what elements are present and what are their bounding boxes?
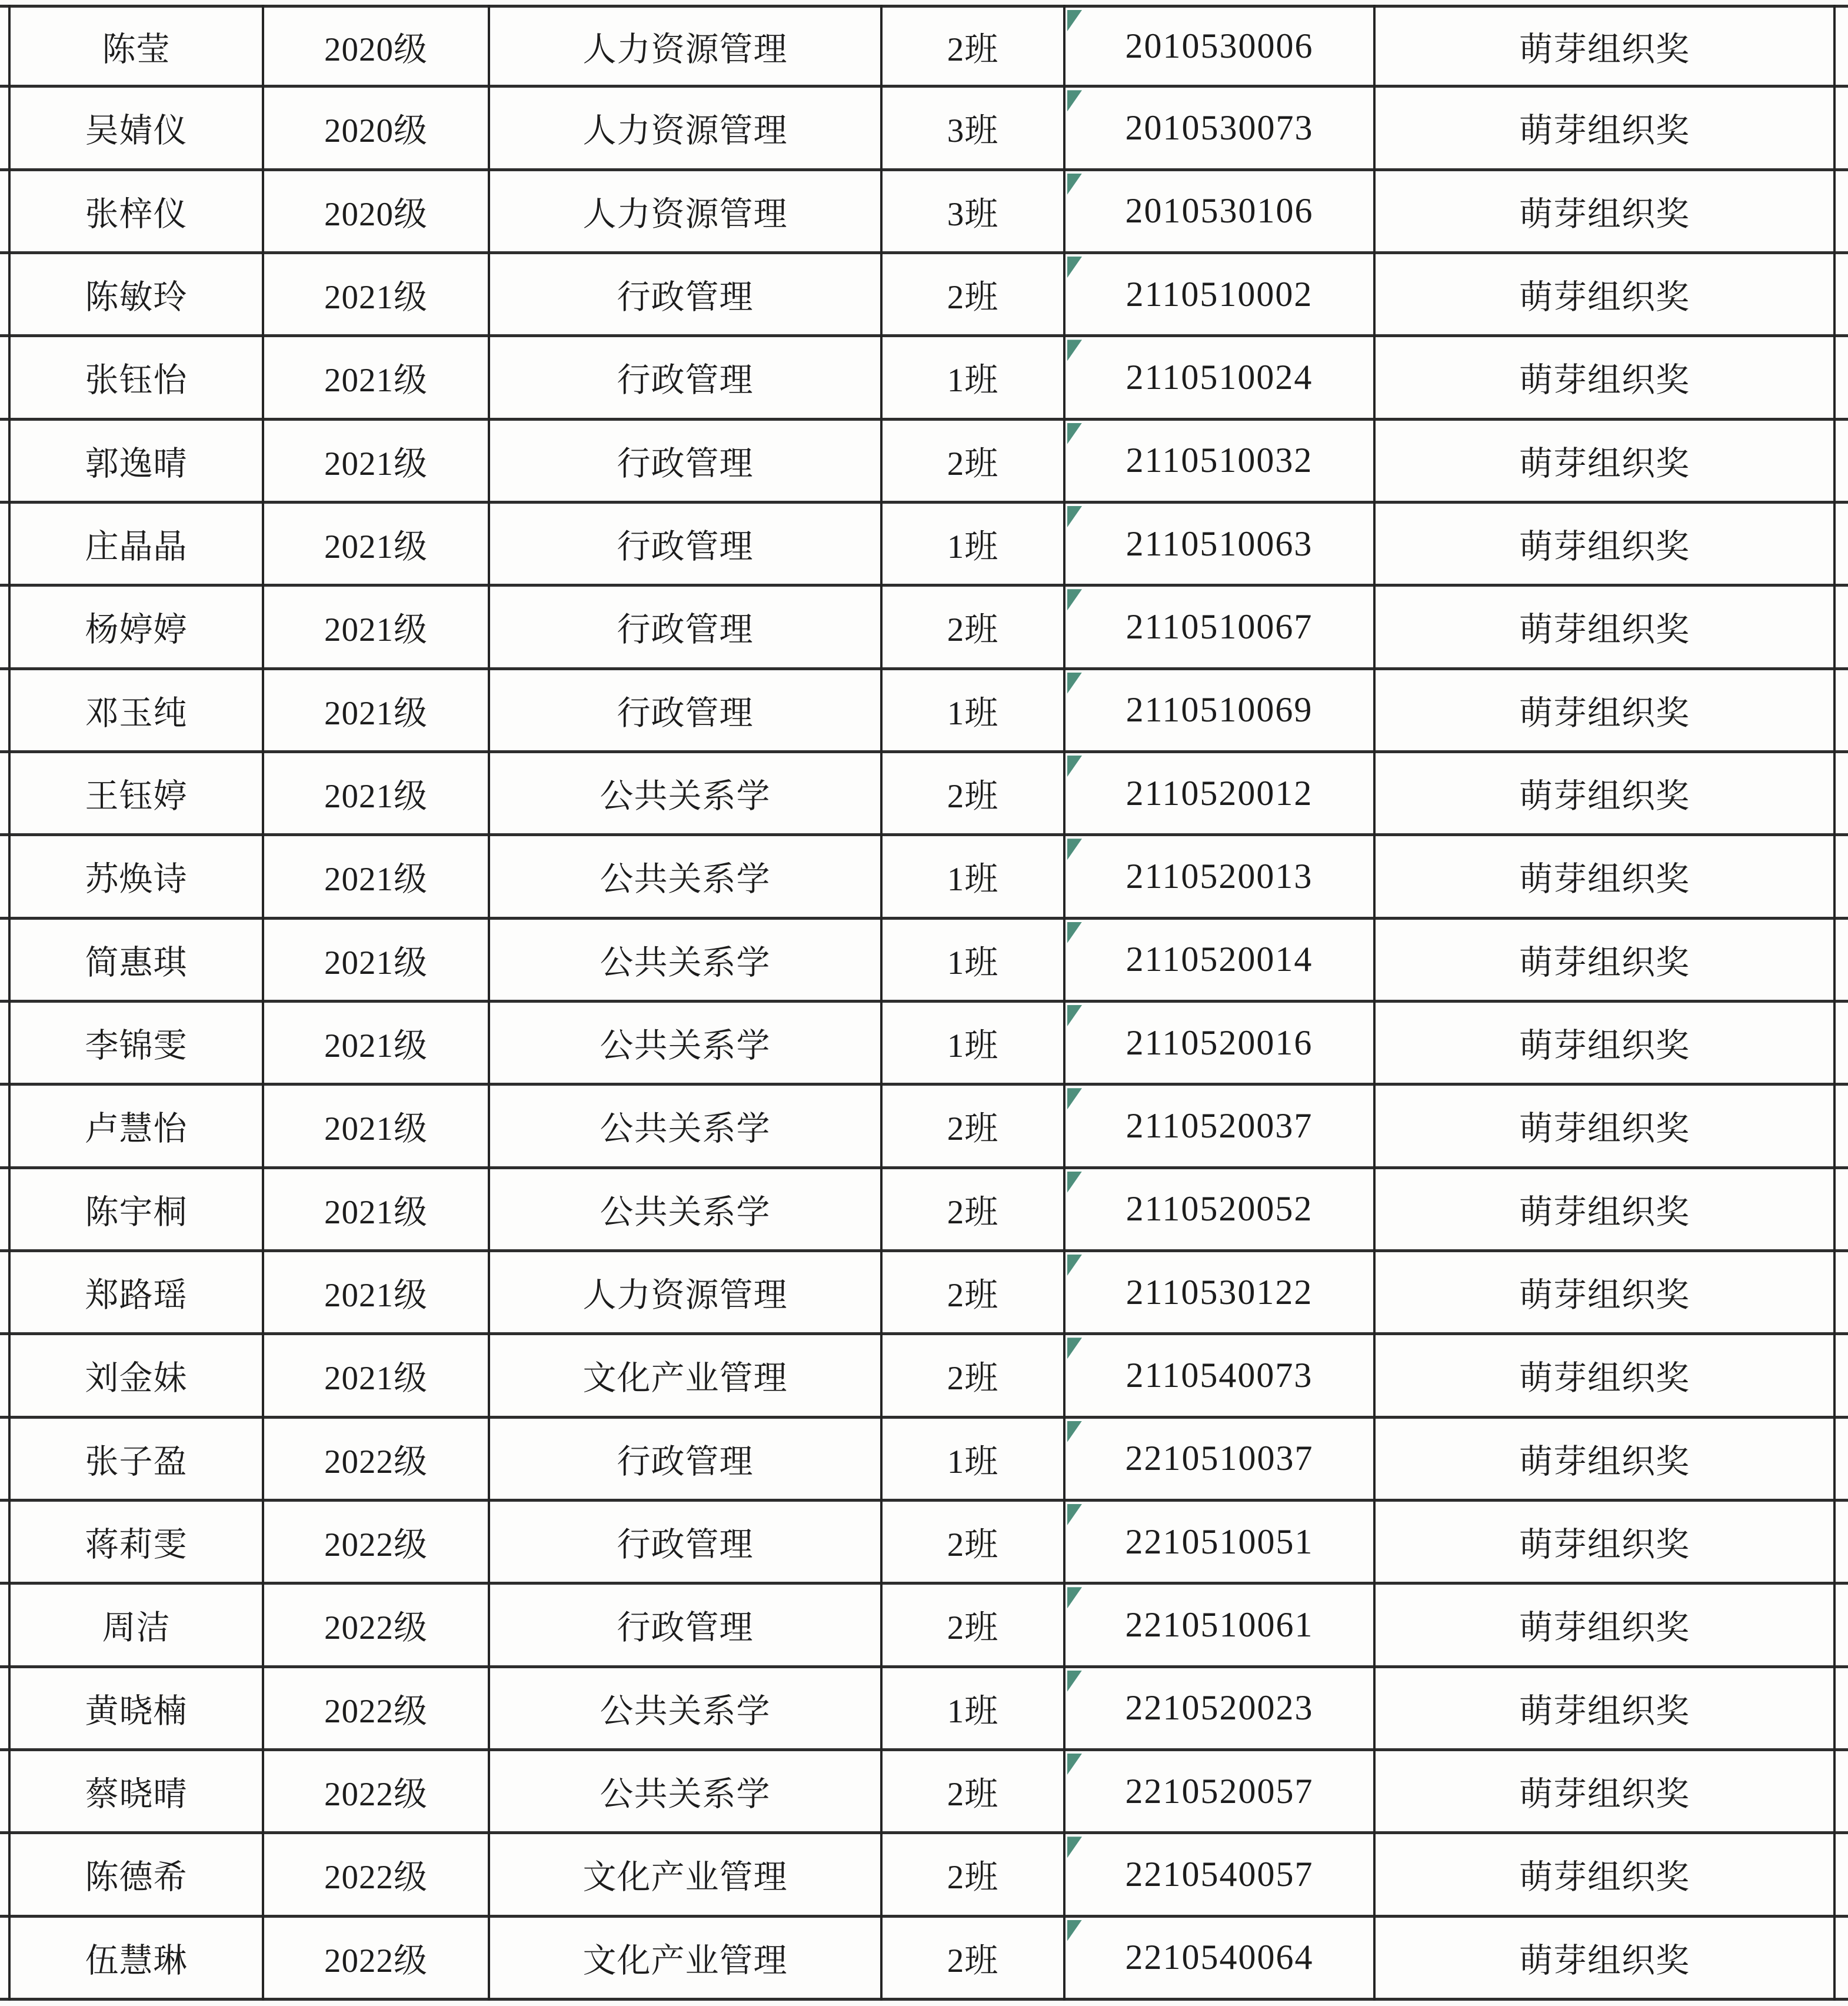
- student-id-cell[interactable]: 2010530073: [1064, 88, 1374, 168]
- student-id-cell[interactable]: 2010530106: [1064, 171, 1374, 251]
- major-cell[interactable]: 公共关系学: [600, 1692, 771, 1730]
- table-row: [0, 1918, 1848, 2001]
- class-cell[interactable]: 3班: [947, 112, 999, 150]
- class-cell[interactable]: 2班: [947, 1609, 999, 1647]
- student-id-cell[interactable]: 2210520023: [1064, 1668, 1374, 1748]
- major-cell[interactable]: 公共关系学: [600, 1027, 771, 1065]
- column-divider: [262, 5, 264, 2001]
- class-cell[interactable]: 2班: [947, 1277, 999, 1315]
- award-cell[interactable]: 萌芽组织奖: [1519, 1859, 1690, 1897]
- name-cell[interactable]: 伍慧琳: [85, 1942, 188, 1980]
- grade-cell[interactable]: 2022级: [324, 1609, 428, 1647]
- name-cell[interactable]: 周洁: [102, 1609, 171, 1647]
- column-divider: [1373, 5, 1376, 2001]
- class-cell[interactable]: 2班: [947, 611, 999, 649]
- student-id-cell[interactable]: 2010530006: [1064, 8, 1374, 85]
- column-divider: [488, 5, 490, 2001]
- award-cell[interactable]: 萌芽组织奖: [1519, 1942, 1690, 1980]
- grade-cell[interactable]: 2022级: [324, 1776, 428, 1814]
- grade-cell[interactable]: 2021级: [324, 279, 428, 317]
- name-cell[interactable]: 郑路瑶: [85, 1277, 188, 1315]
- award-cell[interactable]: 萌芽组织奖: [1519, 1526, 1690, 1564]
- student-id-cell[interactable]: 2110510032: [1064, 421, 1374, 501]
- name-cell[interactable]: 吴婧仪: [85, 112, 188, 150]
- grade-cell[interactable]: 2021级: [324, 778, 428, 816]
- award-cell[interactable]: 萌芽组织奖: [1519, 1193, 1690, 1231]
- award-cell[interactable]: 萌芽组织奖: [1519, 861, 1690, 899]
- table-row: [0, 421, 1848, 504]
- grade-cell[interactable]: 2020级: [324, 195, 428, 233]
- number-stored-as-text-indicator-icon: [1067, 1837, 1082, 1858]
- class-cell[interactable]: 1班: [947, 861, 999, 899]
- number-stored-as-text-indicator-icon: [1067, 1005, 1082, 1026]
- class-cell[interactable]: 3班: [947, 195, 999, 233]
- table-row: [0, 920, 1848, 1003]
- student-id-cell[interactable]: 2110520016: [1064, 1003, 1374, 1083]
- number-stored-as-text-indicator-icon: [1067, 10, 1082, 31]
- grade-cell[interactable]: 2021级: [324, 944, 428, 982]
- table-row: [0, 88, 1848, 171]
- table-row: [0, 1003, 1848, 1086]
- major-cell[interactable]: 人力资源管理: [582, 1277, 788, 1315]
- grade-cell[interactable]: 2022级: [324, 1859, 428, 1897]
- table-row: [0, 1502, 1848, 1585]
- name-cell[interactable]: 王钰婷: [85, 778, 188, 816]
- award-cell[interactable]: 萌芽组织奖: [1519, 1277, 1690, 1315]
- grade-cell[interactable]: 2020级: [324, 31, 428, 68]
- award-cell[interactable]: 萌芽组织奖: [1519, 528, 1690, 566]
- number-stored-as-text-indicator-icon: [1067, 1920, 1082, 1941]
- student-id-cell[interactable]: 2110510069: [1064, 670, 1374, 750]
- grade-cell[interactable]: 2021级: [324, 1027, 428, 1065]
- name-cell[interactable]: 庄晶晶: [85, 528, 188, 566]
- grade-cell[interactable]: 2022级: [324, 1443, 428, 1481]
- award-cell[interactable]: 萌芽组织奖: [1519, 778, 1690, 816]
- major-cell[interactable]: 公共关系学: [600, 1776, 771, 1814]
- grade-cell[interactable]: 2021级: [324, 1277, 428, 1315]
- class-cell[interactable]: 2班: [947, 1859, 999, 1897]
- student-id-cell[interactable]: 2110520014: [1064, 920, 1374, 1000]
- grade-cell[interactable]: 2021级: [324, 445, 428, 483]
- number-stored-as-text-indicator-icon: [1067, 839, 1082, 860]
- class-cell[interactable]: 2班: [947, 1110, 999, 1148]
- class-cell[interactable]: 1班: [947, 1692, 999, 1730]
- name-cell[interactable]: 卢慧怡: [85, 1110, 188, 1148]
- number-stored-as-text-indicator-icon: [1067, 756, 1082, 777]
- student-id-cell[interactable]: 2110510024: [1064, 337, 1374, 417]
- column-divider: [1063, 5, 1065, 2001]
- major-cell[interactable]: 行政管理: [617, 528, 754, 566]
- table-row: [0, 1585, 1848, 1668]
- table-row: [0, 1335, 1848, 1418]
- name-cell[interactable]: 蔡晓晴: [85, 1776, 188, 1814]
- class-cell[interactable]: 2班: [947, 31, 999, 68]
- grade-cell[interactable]: 2021级: [324, 362, 428, 400]
- major-cell[interactable]: 行政管理: [617, 279, 754, 317]
- name-cell[interactable]: 张梓仪: [85, 195, 188, 233]
- class-cell[interactable]: 2班: [947, 1360, 999, 1398]
- major-cell[interactable]: 行政管理: [617, 362, 754, 400]
- major-cell[interactable]: 行政管理: [617, 1609, 754, 1647]
- student-id-cell[interactable]: 2210540057: [1064, 1834, 1374, 1914]
- table-row: [0, 337, 1848, 420]
- number-stored-as-text-indicator-icon: [1067, 340, 1082, 361]
- grade-cell[interactable]: 2022级: [324, 1942, 428, 1980]
- student-award-table: [0, 5, 1848, 2001]
- student-id-cell[interactable]: 2210510051: [1064, 1502, 1374, 1582]
- award-cell[interactable]: 萌芽组织奖: [1519, 694, 1690, 732]
- major-cell[interactable]: 行政管理: [617, 611, 754, 649]
- grade-cell[interactable]: 2021级: [324, 611, 428, 649]
- table-row: [0, 5, 1848, 88]
- class-cell[interactable]: 2班: [947, 778, 999, 816]
- student-id-cell[interactable]: 2110520037: [1064, 1086, 1374, 1166]
- table-row: [0, 171, 1848, 254]
- award-cell[interactable]: 萌芽组织奖: [1519, 195, 1690, 233]
- number-stored-as-text-indicator-icon: [1067, 1504, 1082, 1525]
- name-cell[interactable]: 张子盈: [85, 1443, 188, 1481]
- number-stored-as-text-indicator-icon: [1067, 174, 1082, 195]
- class-cell[interactable]: 2班: [947, 1526, 999, 1564]
- table-row: [0, 254, 1848, 337]
- grade-cell[interactable]: 2021级: [324, 1110, 428, 1148]
- award-cell[interactable]: 萌芽组织奖: [1519, 1360, 1690, 1398]
- grade-cell[interactable]: 2022级: [324, 1526, 428, 1564]
- table-row: [0, 1169, 1848, 1252]
- number-stored-as-text-indicator-icon: [1067, 1172, 1082, 1193]
- name-cell[interactable]: 陈德希: [85, 1859, 188, 1897]
- grade-cell[interactable]: 2020级: [324, 112, 428, 150]
- name-cell[interactable]: 苏焕诗: [85, 861, 188, 899]
- major-cell[interactable]: 行政管理: [617, 1443, 754, 1481]
- name-cell[interactable]: 邓玉纯: [85, 694, 188, 732]
- class-cell[interactable]: 1班: [947, 1443, 999, 1481]
- grade-cell[interactable]: 2021级: [324, 1193, 428, 1231]
- grade-cell[interactable]: 2021级: [324, 861, 428, 899]
- name-cell[interactable]: 郭逸晴: [85, 445, 188, 483]
- major-cell[interactable]: 行政管理: [617, 445, 754, 483]
- table-row: [0, 587, 1848, 670]
- award-cell[interactable]: 萌芽组织奖: [1519, 1110, 1690, 1148]
- student-id-cell[interactable]: 2110520013: [1064, 836, 1374, 916]
- student-id-cell[interactable]: 2110530122: [1064, 1252, 1374, 1332]
- name-cell[interactable]: 陈宇桐: [85, 1193, 188, 1231]
- major-cell[interactable]: 公共关系学: [600, 944, 771, 982]
- major-cell[interactable]: 行政管理: [617, 1526, 754, 1564]
- class-cell[interactable]: 1班: [947, 1027, 999, 1065]
- name-cell[interactable]: 李锦雯: [85, 1027, 188, 1065]
- student-id-cell[interactable]: 2110520012: [1064, 753, 1374, 833]
- award-cell[interactable]: 萌芽组织奖: [1519, 279, 1690, 317]
- award-cell[interactable]: 萌芽组织奖: [1519, 362, 1690, 400]
- major-cell[interactable]: 公共关系学: [600, 778, 771, 816]
- class-cell[interactable]: 1班: [947, 944, 999, 982]
- table-row: [0, 753, 1848, 836]
- major-cell[interactable]: 文化产业管理: [582, 1360, 788, 1398]
- class-cell[interactable]: 2班: [947, 1193, 999, 1231]
- major-cell[interactable]: 人力资源管理: [582, 112, 788, 150]
- grade-cell[interactable]: 2021级: [324, 694, 428, 732]
- award-cell[interactable]: 萌芽组织奖: [1519, 1776, 1690, 1814]
- major-cell[interactable]: 文化产业管理: [582, 1942, 788, 1980]
- class-cell[interactable]: 2班: [947, 1942, 999, 1980]
- table-border-right: [1833, 5, 1836, 2001]
- award-cell[interactable]: 萌芽组织奖: [1519, 1609, 1690, 1647]
- table-row: [0, 1668, 1848, 1751]
- table-row: [0, 504, 1848, 587]
- student-id-cell[interactable]: 2210520057: [1064, 1751, 1374, 1831]
- student-id-cell[interactable]: 2210510061: [1064, 1585, 1374, 1665]
- number-stored-as-text-indicator-icon: [1067, 673, 1082, 694]
- award-cell[interactable]: 萌芽组织奖: [1519, 1027, 1690, 1065]
- student-id-cell[interactable]: 2110510002: [1064, 254, 1374, 334]
- number-stored-as-text-indicator-icon: [1067, 1088, 1082, 1109]
- name-cell[interactable]: 黄晓楠: [85, 1692, 188, 1730]
- grade-cell[interactable]: 2021级: [324, 1360, 428, 1398]
- column-divider: [880, 5, 883, 2001]
- student-id-cell[interactable]: 2210510037: [1064, 1419, 1374, 1499]
- table-row: [0, 1252, 1848, 1335]
- award-cell[interactable]: 萌芽组织奖: [1519, 31, 1690, 68]
- table-row: [0, 1751, 1848, 1834]
- number-stored-as-text-indicator-icon: [1067, 257, 1082, 278]
- number-stored-as-text-indicator-icon: [1067, 1754, 1082, 1775]
- student-id-cell[interactable]: 2110540073: [1064, 1335, 1374, 1415]
- name-cell[interactable]: 陈敏玲: [85, 279, 188, 317]
- name-cell[interactable]: 张钰怡: [85, 362, 188, 400]
- number-stored-as-text-indicator-icon: [1067, 423, 1082, 444]
- name-cell[interactable]: 刘金妹: [85, 1360, 188, 1398]
- major-cell[interactable]: 人力资源管理: [582, 31, 788, 68]
- class-cell[interactable]: 2班: [947, 445, 999, 483]
- award-cell[interactable]: 萌芽组织奖: [1519, 112, 1690, 150]
- table-row: [0, 670, 1848, 753]
- student-id-cell[interactable]: 2210540064: [1064, 1918, 1374, 1998]
- number-stored-as-text-indicator-icon: [1067, 589, 1082, 610]
- major-cell[interactable]: 公共关系学: [600, 1110, 771, 1148]
- number-stored-as-text-indicator-icon: [1067, 506, 1082, 527]
- class-cell[interactable]: 1班: [947, 694, 999, 732]
- table-row: [0, 1419, 1848, 1502]
- award-cell[interactable]: 萌芽组织奖: [1519, 944, 1690, 982]
- grade-cell[interactable]: 2022级: [324, 1692, 428, 1730]
- major-cell[interactable]: 文化产业管理: [582, 1859, 788, 1897]
- award-cell[interactable]: 萌芽组织奖: [1519, 611, 1690, 649]
- table-row: [0, 836, 1848, 919]
- class-cell[interactable]: 2班: [947, 1776, 999, 1814]
- number-stored-as-text-indicator-icon: [1067, 922, 1082, 943]
- name-cell[interactable]: 简惠琪: [85, 944, 188, 982]
- grade-cell[interactable]: 2021级: [324, 528, 428, 566]
- student-id-cell[interactable]: 2110510063: [1064, 504, 1374, 584]
- student-id-cell[interactable]: 2110510067: [1064, 587, 1374, 667]
- class-cell[interactable]: 2班: [947, 279, 999, 317]
- name-cell[interactable]: 蒋莉雯: [85, 1526, 188, 1564]
- student-id-cell[interactable]: 2110520052: [1064, 1169, 1374, 1249]
- number-stored-as-text-indicator-icon: [1067, 1587, 1082, 1608]
- table-row: [0, 1834, 1848, 1917]
- table-border-left: [8, 5, 11, 2001]
- major-cell[interactable]: 公共关系学: [600, 1193, 771, 1231]
- number-stored-as-text-indicator-icon: [1067, 1338, 1082, 1359]
- name-cell[interactable]: 陈莹: [102, 31, 171, 68]
- award-cell[interactable]: 萌芽组织奖: [1519, 445, 1690, 483]
- name-cell[interactable]: 杨婷婷: [85, 611, 188, 649]
- number-stored-as-text-indicator-icon: [1067, 1421, 1082, 1442]
- number-stored-as-text-indicator-icon: [1067, 1255, 1082, 1276]
- major-cell[interactable]: 行政管理: [617, 694, 754, 732]
- award-cell[interactable]: 萌芽组织奖: [1519, 1692, 1690, 1730]
- table-row: [0, 1086, 1848, 1169]
- major-cell[interactable]: 公共关系学: [600, 861, 771, 899]
- number-stored-as-text-indicator-icon: [1067, 1671, 1082, 1692]
- award-cell[interactable]: 萌芽组织奖: [1519, 1443, 1690, 1481]
- major-cell[interactable]: 人力资源管理: [582, 195, 788, 233]
- class-cell[interactable]: 1班: [947, 528, 999, 566]
- number-stored-as-text-indicator-icon: [1067, 90, 1082, 111]
- class-cell[interactable]: 1班: [947, 362, 999, 400]
